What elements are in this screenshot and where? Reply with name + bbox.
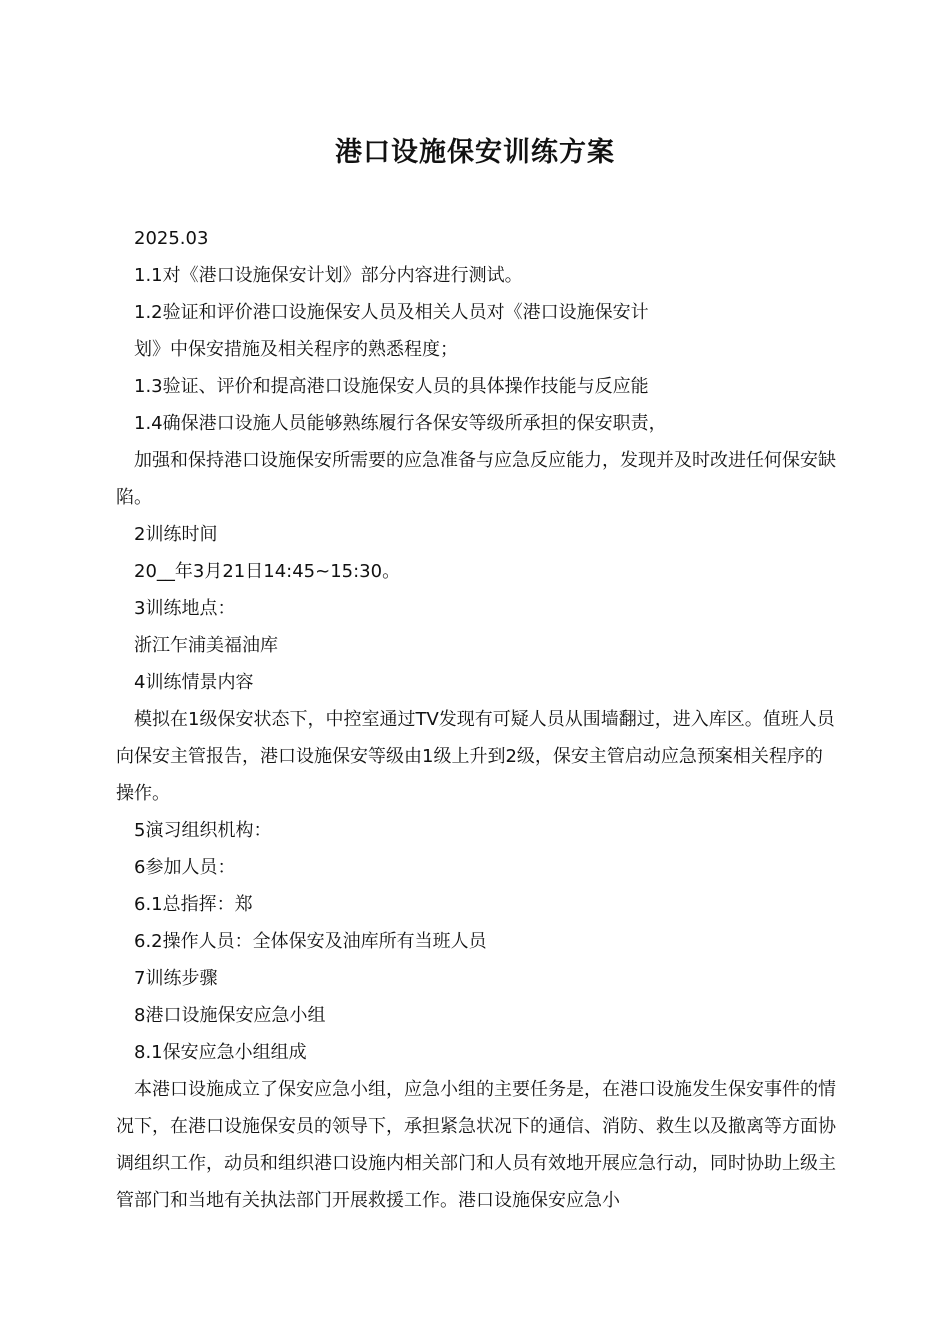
training-time-value: 20__年3月21日14:45~15:30。: [134, 561, 401, 582]
paragraph-1-2-continued: 划》中保安措施及相关程序的熟悉程度；: [134, 339, 458, 360]
paragraph-1-4-continued: 加强和保持港口设施保安所需要的应急准备与应急反应能力，发现并及时改进任何保安缺陷。: [116, 450, 836, 508]
paragraph-1-2: 1.2验证和评价港口设施保安人员及相关人员对《港口设施保安计: [134, 302, 649, 323]
heading-training-time: 2训练时间: [134, 524, 218, 545]
heading-training-steps: 7训练步骤: [134, 968, 218, 989]
date-line: 2025.03: [134, 228, 209, 249]
heading-training-location: 3训练地点：: [134, 598, 236, 619]
document-body: [116, 220, 836, 1219]
training-location-value: 浙江乍浦美福油库: [134, 635, 278, 656]
paragraph-1-4: 1.4确保港口设施人员能够熟练履行各保安等级所承担的保安职责，: [134, 413, 667, 434]
heading-emergency-team: 8港口设施保安应急小组: [134, 1005, 326, 1026]
team-description: 本港口设施成立了保安应急小组，应急小组的主要任务是，在港口设施发生保安事件的情况下，在港口设施保安员的领导下，承担紧急状况下的通信、消防、救生以及撤离等方面协调组织工作，动员和组织港口设施内相关部门和人员有效地开展应急行动，同时协助上级主管部门和当地有关执法部门开展救援工作。港口设施保安应急小: [116, 1079, 836, 1211]
heading-participants: 6参加人员：: [134, 857, 236, 878]
heading-team-composition: 8.1保安应急小组组成: [134, 1042, 307, 1063]
participant-commander: 6.1总指挥：郑: [134, 894, 253, 915]
scenario-text: 模拟在1级保安状态下，中控室通过TV发现有可疑人员从围墙翻过，进入库区。值班人员向保安主管报告，港口设施保安等级由1级上升到2级，保安主管启动应急预案相关程序的操作。: [116, 709, 835, 804]
document-title: 港口设施保安训练方案: [335, 137, 615, 168]
paragraph-1-3: 1.3验证、评价和提高港口设施保安人员的具体操作技能与反应能: [134, 376, 649, 397]
participant-operators: 6.2操作人员：全体保安及油库所有当班人员: [134, 931, 487, 952]
paragraph-1-1: 1.1对《港口设施保安计划》部分内容进行测试。: [134, 265, 523, 286]
heading-scenario: 4训练情景内容: [134, 672, 254, 693]
heading-organization: 5演习组织机构：: [134, 820, 272, 841]
